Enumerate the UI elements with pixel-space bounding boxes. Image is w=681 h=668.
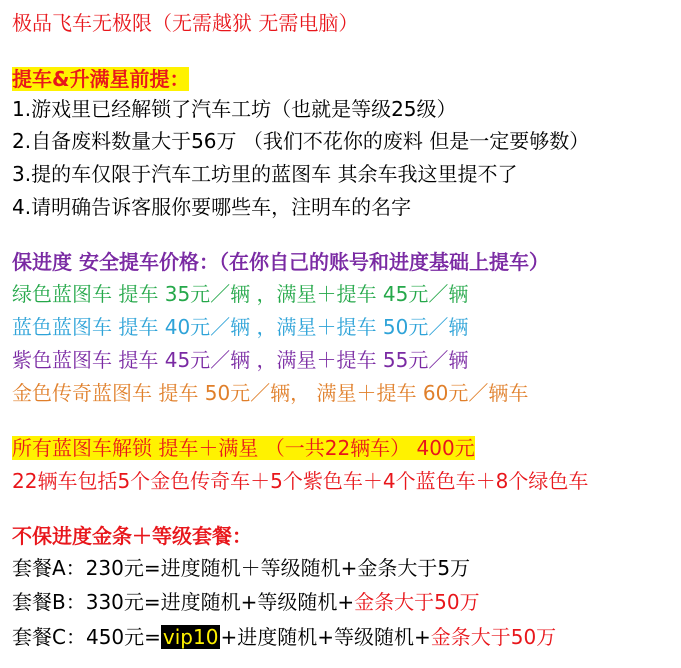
upgrade-heading-text: 提车&升满星前提： (12, 67, 190, 91)
upgrade-item-3: 3.提的车仅限于汽车工坊里的蓝图车 其余车我这里提不了 (12, 162, 518, 186)
package-b-prefix: 套餐B：330元=进度随机+等级随机+ (12, 590, 355, 614)
price-gold: 金色传奇蓝图车 提车 50元／辆， 满星＋提车 60元／辆车 (12, 381, 529, 405)
package-c-middle: +进度随机+等级随机+ (220, 625, 431, 649)
package-b-gold: 金条大于50万 (354, 590, 480, 614)
safe-heading: 保进度 安全提车价格：（在你自己的账号和进度基础上提车） (12, 250, 549, 274)
price-green: 绿色蓝图车 提车 35元／辆 ，满星＋提车 45元／辆 (12, 282, 469, 306)
package-c (12, 624, 556, 650)
all-heading (12, 435, 475, 461)
package-b (12, 589, 480, 615)
package-c-gold: 金条大于50万 (430, 625, 557, 649)
price-blue: 蓝色蓝图车 提车 40元／辆 ，满星＋提车 50元／辆 (12, 315, 469, 339)
package-c-prefix: 套餐C：450元= (12, 625, 161, 649)
packages-heading: 不保进度金条＋等级套餐： (12, 524, 252, 548)
price-purple: 紫色蓝图车 提车 45元／辆 ，满星＋提车 55元／辆 (12, 348, 469, 372)
all-detail: 22辆车包括5个金色传奇车＋5个紫色车＋4个蓝色车＋8个绿色车 (12, 469, 589, 493)
upgrade-heading (12, 66, 189, 92)
upgrade-item-4: 4.请明确告诉客服你要哪些车，注明车的名字 (12, 195, 412, 219)
all-heading-text: 所有蓝图车解锁 提车＋满星 （一共22辆车） 400元 (12, 436, 475, 460)
page-title: 极品飞车无极限（无需越狱 无需电脑） (12, 11, 359, 35)
upgrade-item-2: 2.自备废料数量大于56万 （我们不花你的废料 但是一定要够数） (12, 129, 590, 153)
package-c-vip-badge: vip10 (162, 625, 219, 649)
package-a: 套餐A：230元=进度随机＋等级随机+金条大于5万 (12, 556, 471, 580)
upgrade-item-1: 1.游戏里已经解锁了汽车工坊（也就是等级25级） (12, 97, 457, 121)
